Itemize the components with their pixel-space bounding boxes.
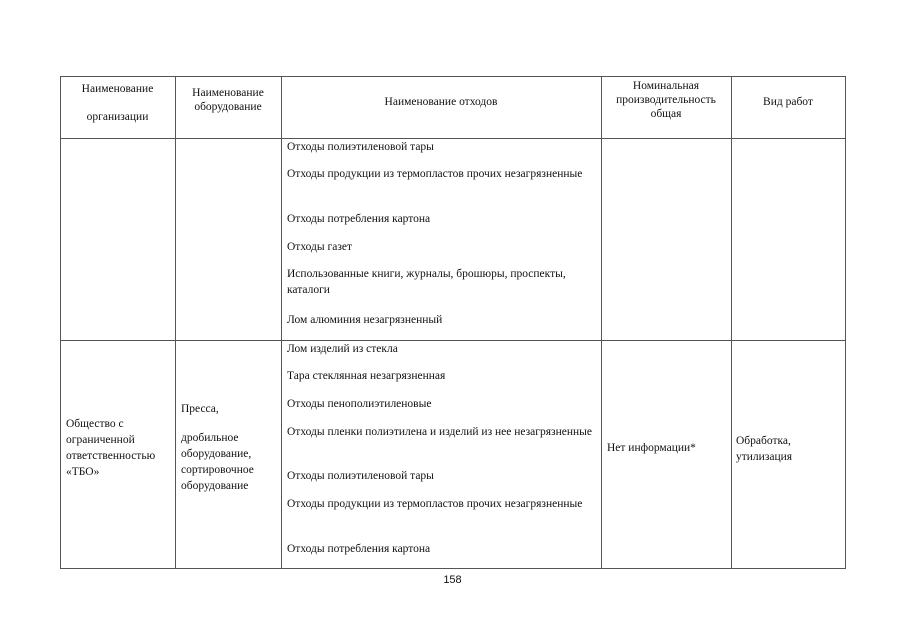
waste-item: Отходы потребления картона bbox=[287, 213, 431, 225]
waste-item: Использованные книги, журналы, брошюры, проспекты, каталоги bbox=[287, 268, 566, 296]
header-work-type: Вид работ bbox=[763, 96, 813, 108]
table-border-bottom bbox=[60, 568, 846, 569]
column-divider bbox=[601, 76, 602, 569]
waste-item: Отходы пенополиэтиленовые bbox=[287, 398, 432, 410]
waste-item: Отходы продукции из термопластов прочих незагрязненные bbox=[287, 168, 583, 180]
waste-item: Отходы пленки полиэтилена и изделий из нее незагрязненные bbox=[287, 426, 592, 438]
organization-name: Общество с ограниченной ответственностью «ТБО» bbox=[66, 418, 156, 478]
work-type-value: Обработка, утилизация bbox=[736, 435, 793, 463]
waste-item: Отходы газет bbox=[287, 241, 353, 253]
column-divider bbox=[281, 76, 282, 569]
capacity-value: Нет информации* bbox=[607, 442, 696, 454]
waste-item: Отходы продукции из термопластов прочих незагрязненные bbox=[287, 498, 583, 510]
waste-item: Отходы потребления картона bbox=[287, 543, 431, 555]
header-waste: Наименование отходов bbox=[384, 96, 498, 108]
waste-facilities-table bbox=[60, 76, 846, 569]
header-organization-line1: Наименование bbox=[81, 83, 154, 95]
table-border-right bbox=[845, 76, 846, 569]
equipment-press: Пресса, bbox=[181, 403, 219, 415]
header-organization bbox=[60, 82, 175, 124]
page-number: 158 bbox=[443, 574, 462, 586]
column-divider bbox=[175, 76, 176, 569]
waste-item: Отходы полиэтиленовой тары bbox=[287, 470, 434, 482]
header-organization-line2: организации bbox=[86, 111, 149, 123]
table-border-top bbox=[60, 76, 846, 77]
waste-item: Лом алюминия незагрязненный bbox=[287, 314, 443, 326]
waste-item: Тара стеклянная незагрязненная bbox=[287, 370, 446, 382]
waste-item: Лом изделий из стекла bbox=[287, 343, 398, 355]
header-equipment: Наименование оборудование bbox=[192, 87, 264, 113]
table-border-left bbox=[60, 76, 61, 569]
column-divider bbox=[731, 76, 732, 569]
equipment-list: дробильное оборудование, сортировочное оборудование bbox=[181, 432, 254, 492]
waste-item: Отходы полиэтиленовой тары bbox=[287, 141, 434, 153]
header-capacity: Номинальная производительность общая bbox=[616, 80, 716, 120]
